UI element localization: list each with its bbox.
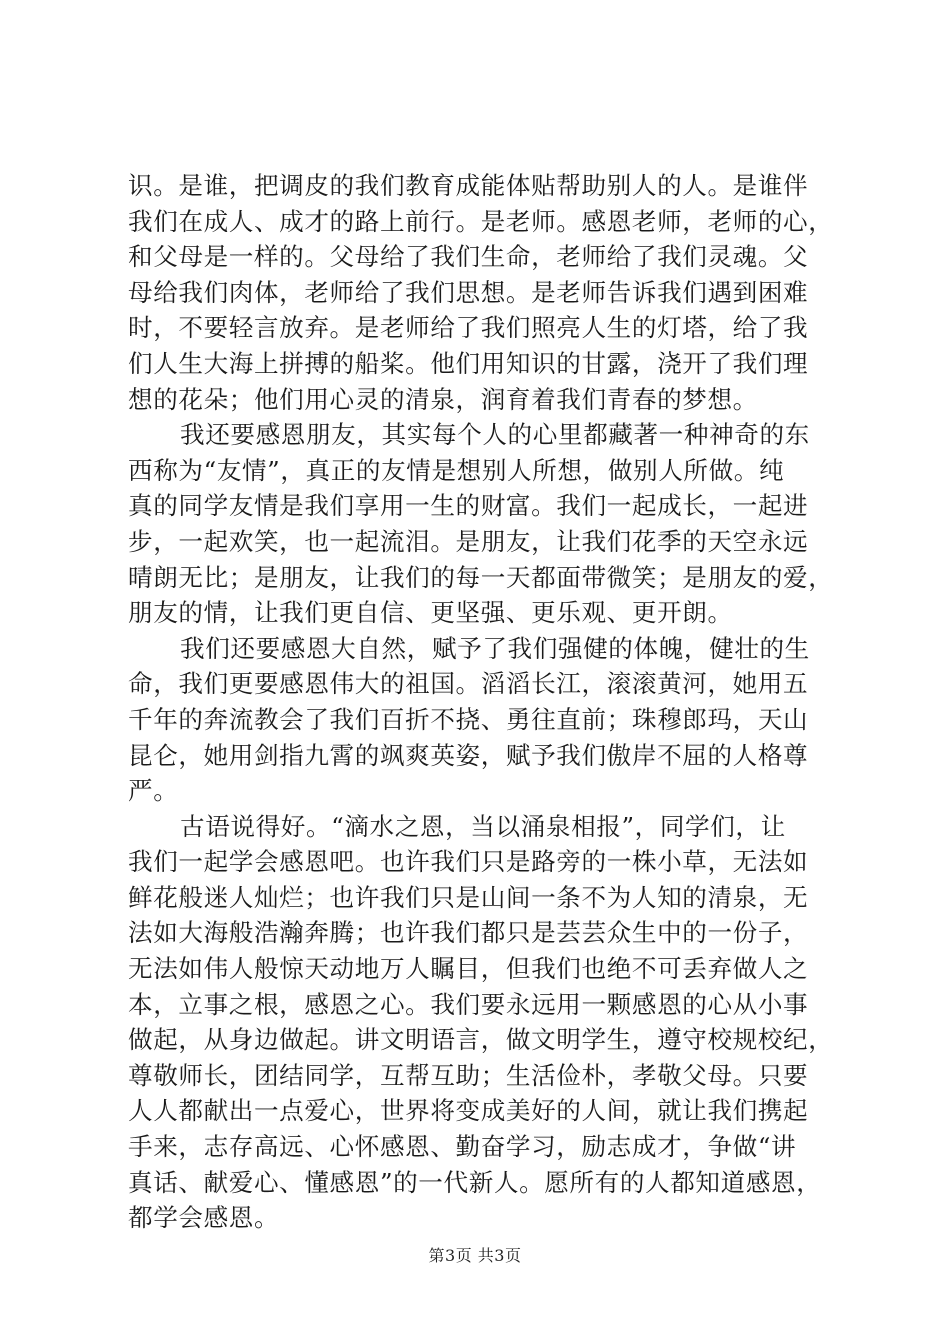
text-line: 和父母是一样的。父母给了我们生命，老师给了我们灵魂。父	[128, 242, 809, 272]
text-line: 时，不要轻言放弃。是老师给了我们照亮人生的灯塔，给了我	[128, 313, 809, 343]
text-line: 朋友的情，让我们更自信、更坚强、更乐观、更开朗。	[128, 598, 733, 628]
text-line: 步，一起欢笑，也一起流泪。是朋友，让我们花季的天空永远	[128, 526, 809, 556]
text-line: 无法如伟人般惊天动地万人瞩目，但我们也绝不可丢弃做人之	[128, 954, 809, 984]
page-number: 第3页 共3页	[428, 1246, 522, 1265]
text-line: 我还要感恩朋友，其实每个人的心里都藏著一种神奇的东	[180, 420, 810, 450]
text-line: 命，我们更要感恩伟大的祖国。滔滔长江，滚滚黄河，她用五	[128, 669, 809, 699]
paragraph-conclusion	[128, 809, 834, 1236]
paragraph-nature-country	[128, 631, 828, 809]
text-line: 晴朗无比；是朋友，让我们的每一天都面带微笑；是朋友的爱，	[128, 562, 834, 592]
text-line: 真话、献爱心、懂感恩”的一代新人。愿所有的人都知道感恩，	[128, 1167, 822, 1197]
text-line: 人人都献出一点爱心，世界将变成美好的人间，就让我们携起	[128, 1096, 809, 1126]
text-line: 们人生大海上拼搏的船桨。他们用知识的甘露，浇开了我们理	[128, 348, 809, 378]
text-line: 做起，从身边做起。讲文明语言，做文明学生，遵守校规校纪，	[128, 1025, 834, 1055]
text-line: 手来，志存高远、心怀感恩、勤奋学习，励志成才，争做“讲	[128, 1132, 797, 1162]
text-line: 古语说得好。“滴水之恩，当以涌泉相报”，同学们，让	[180, 811, 786, 841]
document-body	[128, 168, 834, 1236]
text-line: 本，立事之根，感恩之心。我们要永远用一颗感恩的心从小事	[128, 989, 809, 1019]
text-line: 鲜花般迷人灿烂；也许我们只是山间一条不为人知的清泉，无	[128, 882, 809, 912]
text-line: 真的同学友情是我们享用一生的财富。我们一起成长，一起进	[128, 491, 809, 521]
text-line: 昆仑，她用剑指九霄的飒爽英姿，赋予我们傲岸不屈的人格尊	[128, 740, 809, 770]
paragraph-friends	[128, 417, 834, 631]
text-line: 识。是谁，把调皮的我们教育成能体贴帮助别人的人。是谁伴	[128, 171, 809, 200]
text-line: 我们在成人、成才的路上前行。是老师。感恩老师，老师的心，	[128, 206, 834, 236]
text-line: 严。	[128, 776, 179, 806]
text-line: 我们一起学会感恩吧。也许我们只是路旁的一株小草，无法如	[128, 847, 809, 877]
text-line: 想的花朵；他们用心灵的清泉，润育着我们青春的梦想。	[128, 384, 758, 414]
text-line: 西称为“友情”，真正的友情是想别人所想，做别人所做。纯	[128, 455, 785, 485]
text-line: 我们还要感恩大自然，赋予了我们强健的体魄，健壮的生	[180, 633, 810, 663]
text-line: 母给我们肉体，老师给了我们思想。是老师告诉我们遇到困难	[128, 277, 809, 307]
paragraph-teachers	[128, 168, 834, 417]
text-line: 千年的奔流教会了我们百折不挠、勇往直前；珠穆郎玛，天山	[128, 704, 809, 734]
text-line: 尊敬师长，团结同学，互帮互助；生活俭朴，孝敬父母。只要	[128, 1060, 809, 1090]
text-line: 法如大海般浩瀚奔腾；也许我们都只是芸芸众生中的一份子，	[128, 918, 809, 948]
text-line: 都学会感恩。	[128, 1203, 280, 1233]
